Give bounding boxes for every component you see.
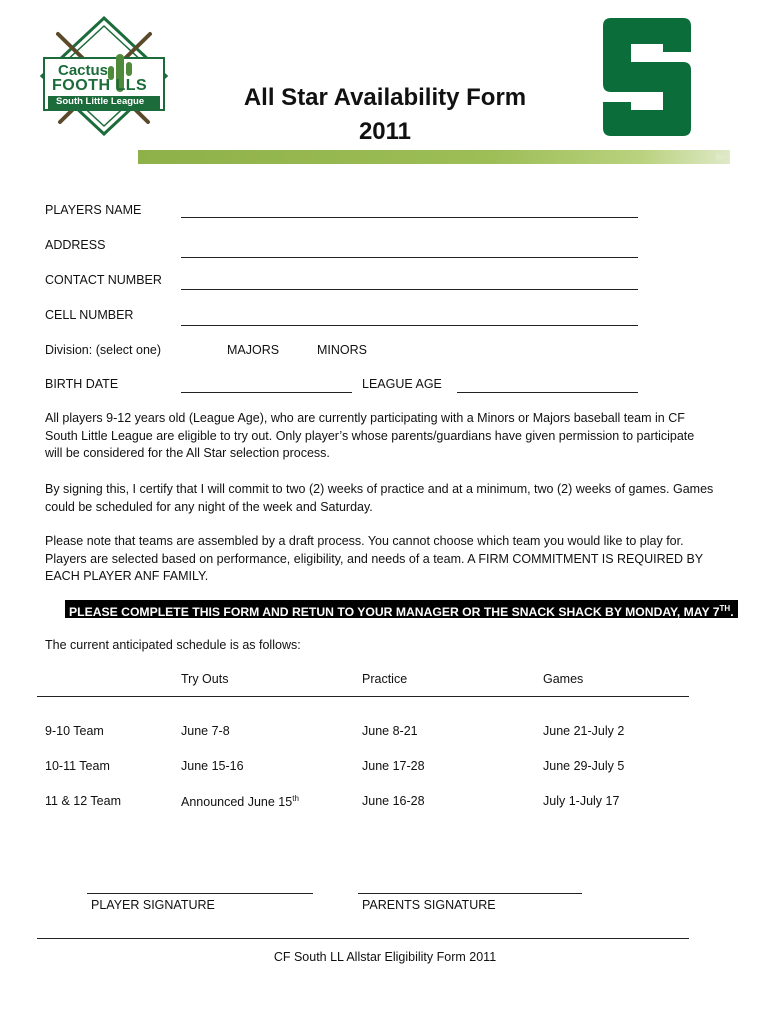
schedule-row-games: June 21-July 2 [543,724,625,738]
schedule-row-tryouts: June 15-16 [181,759,244,773]
schedule-row-tryouts [181,794,299,809]
birth-date-field[interactable] [181,392,352,393]
school-logo [603,18,691,136]
players-name-field[interactable] [181,217,638,218]
birth-date-label: BIRTH DATE [45,377,119,391]
deadline-notice-text: PLEASE COMPLETE THIS FORM AND RETUN TO YOUR MANAGER OR THE SNACK SHACK BY MONDAY, MAY 7 [69,605,720,620]
address-field[interactable] [181,257,638,258]
parents-signature-field[interactable] [358,893,582,894]
deadline-notice [65,600,738,618]
cell-number-field[interactable] [181,325,638,326]
header-divider-bar [138,150,730,164]
logo-line3: South Little League [56,96,145,107]
schedule-row-tryouts-sup: th [292,794,299,803]
league-age-field[interactable] [457,392,638,393]
player-signature-label: PLAYER SIGNATURE [91,898,215,912]
logo-line1: Cactus [58,62,109,79]
eligibility-paragraph: All players 9-12 years old (League Age), who are currently participating with a Minors or Majors baseball team in CF South Little League are eligible to try out. Only player’s whose parents/guardians have given permission to participate will be considered for the All Star selection process. [45,411,695,460]
schedule-row-practice: June 8-21 [362,724,418,738]
division-label: Division: (select one) [45,343,162,357]
schedule-row-practice: June 17-28 [362,759,425,773]
schedule-row-team: 11 & 12 Team [45,794,121,808]
contact-number-field[interactable] [181,289,638,290]
schedule-row-team: 10-11 Team [45,759,110,773]
schedule-row-games: July 1-July 17 [543,794,620,808]
schedule-intro: The current anticipated schedule is as follows: [45,638,301,652]
deadline-notice-sup: TH [719,604,731,613]
schedule-row-tryouts: June 7-8 [181,724,230,738]
schedule-row-games: June 29-July 5 [543,759,625,773]
deadline-notice-end: . [730,605,734,620]
contact-number-label: CONTACT NUMBER [45,273,162,287]
block-s-icon [603,18,691,136]
schedule-row-team: 9-10 Team [45,724,104,738]
players-name-label: PLAYERS NAME [45,203,142,217]
schedule-header-practice: Practice [362,672,408,686]
footer-text: CF South LL Allstar Eligibility Form 2011 [273,950,497,964]
schedule-row-tryouts-text: Announced June 15 [181,795,293,810]
parents-signature-label: PARENTS SIGNATURE [362,898,496,912]
schedule-row-practice: June 16-28 [362,794,425,808]
division-option-majors[interactable]: MAJORS [227,343,280,357]
player-signature-field[interactable] [87,893,313,894]
logo-line2: FOOTH LLS [52,77,148,94]
page-title: All Star Availability Form [243,84,527,111]
cell-number-label: CELL NUMBER [45,308,134,322]
league-age-label: LEAGUE AGE [362,377,442,391]
schedule-header-tryouts: Try Outs [181,672,229,686]
commitment-paragraph: By signing this, I certify that I will commit to two (2) weeks of practice and at a minimum, two (2) weeks of games. Games could be scheduled for any night of the week and Saturday. [45,482,714,514]
division-option-minors[interactable]: MINORS [317,343,367,357]
footer-rule [37,938,689,939]
schedule-header-rule [37,696,689,697]
page-year: 2011 [358,118,412,145]
draft-paragraph: Please note that teams are assembled by a draft process. You cannot choose which team you would like to play for. Players are selected based on performance, eligibility, and needs of a team. A FIRM COMMITMENT IS REQUIRED BY EACH PLAYER ANF FAMILY. [45,534,703,583]
address-label: ADDRESS [45,238,106,252]
schedule-header-games: Games [543,672,584,686]
header-divider-tip [716,153,730,161]
